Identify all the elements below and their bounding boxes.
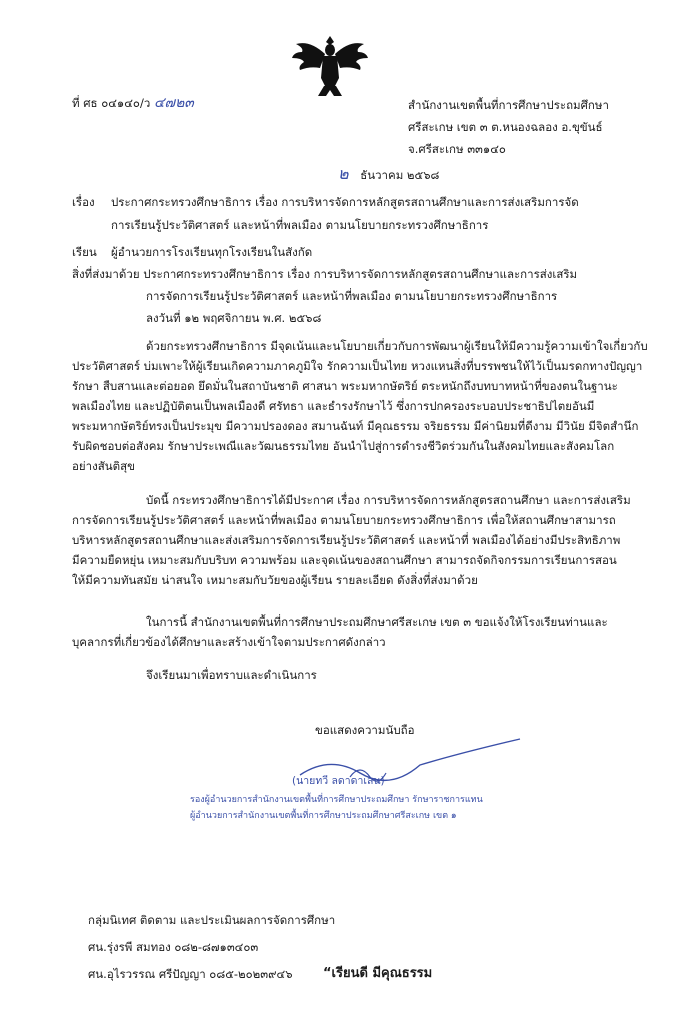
document-number: ที่ ศธ ๐๔๑๔๐/ว ๔๗๒๓ xyxy=(72,95,194,111)
regards: ขอแสดงความนับถือ xyxy=(315,723,415,737)
subject-line1: ประกาศกระทรวงศึกษาธิการ เรื่อง การบริหารจัดการหลักสูตรสถานศึกษาและการส่งเสริมการจัด xyxy=(111,195,579,209)
paragraph-line: พลเมืองไทย และปฏิบัติตนเป็นพลเมืองดี ศรัทธา และธำรงรักษาไว้ ซึ่งการปกครองระบอบประชาธิปไตยอันมี xyxy=(72,399,595,413)
letter-date xyxy=(338,166,439,183)
to-label: เรียน xyxy=(72,245,97,259)
paragraph-line: อย่างสันติสุข xyxy=(72,459,135,473)
paragraph-line: ประวัติศาสตร์ บ่มเพาะให้ผู้เรียนเกิดความภาคภูมิใจ รักความเป็นไทย หวงแหนสิ่งที่บรรพชนให้ไว้เป็นมรดกทางปัญญา xyxy=(72,359,643,373)
signer-name: (นายทวี ลดาดาเลน) xyxy=(292,775,385,787)
body-paragraph-2 xyxy=(72,490,631,590)
paragraph-line: ในการนี้ สำนักงานเขตพื้นที่การศึกษาประถมศึกษาศรีสะเกษ เขต ๓ ขอแจ้งให้โรงเรียนท่านและ xyxy=(146,615,608,629)
paragraph-line: มีความยืดหยุ่น เหมาะสมกับบริบท ความพร้อม และจุดเน้นของสถานศึกษา สามารถจัดกิจกรรมการเรียนการสอน xyxy=(72,553,617,567)
body-paragraph-3 xyxy=(72,612,617,652)
signer-title-line1: รองผู้อำนวยการสำนักงานเขตพื้นที่การศึกษาประถมศึกษา รักษาราชการแทน xyxy=(190,795,483,805)
paragraph-line: รักษา สืบสานและต่อยอด ยึดมั่นในสถาบันชาติ ศาสนา พระมหากษัตริย์ ตระหนักถึงบทบาทหน้าที่ของตนในฐานะ xyxy=(72,379,618,393)
garuda-emblem-icon xyxy=(290,30,370,100)
paragraph-line: พระมหากษัตริย์ทรงเป็นประมุข มีความปรองดอง สมานฉันท์ มีคุณธรรม จริยธรรม มีค่านิยมที่ดีงาม มีวินัย มีจิตสำนึก xyxy=(72,419,639,433)
signer-title-line2: ผู้อำนวยการสำนักงานเขตพื้นที่การศึกษาประถมศึกษาศรีสะเกษ เขต ๑ xyxy=(190,811,457,821)
handwritten-doc-number: ๔๗๒๓ xyxy=(153,95,194,111)
paragraph-line: การจัดการเรียนรู้ประวัติศาสตร์ และหน้าที่พลเมือง ตามนโยบายกระทรวงศึกษาธิการ เพื่อให้สถานศึกษาสามารถ xyxy=(72,513,616,527)
body-paragraph-1 xyxy=(72,336,648,476)
closing-sentence: จึงเรียนมาเพื่อทราบและดำเนินการ xyxy=(146,668,317,682)
date-month-year: ธันวาคม ๒๕๖๘ xyxy=(360,168,440,182)
sender-address-line1: สำนักงานเขตพื้นที่การศึกษาประถมศึกษา xyxy=(408,98,609,112)
handwritten-date-day: ๒ xyxy=(338,164,349,183)
paragraph-line: บุคลากรที่เกี่ยวข้องได้ศึกษาและสร้างเข้าใจตามประกาศดังกล่าว xyxy=(72,635,386,649)
footer-slogan: “เรียนดี มีคุณธรรม xyxy=(323,966,433,981)
paragraph-line: บัดนี้ กระทรวงศึกษาธิการได้มีประกาศ เรื่อง การบริหารจัดการหลักสูตรสถานศึกษา และการส่งเสริม xyxy=(146,493,631,507)
subject-line2: การเรียนรู้ประวัติศาสตร์ และหน้าที่พลเมือง ตามนโยบายกระทรวงศึกษาธิการ xyxy=(111,218,489,232)
enclosure-line1: สิ่งที่ส่งมาด้วย ประกาศกระทรวงศึกษาธิการ เรื่อง การบริหารจัดการหลักสูตรสถานศึกษาและการส่งเสริม xyxy=(72,267,578,281)
paragraph-line: บริหารหลักสูตรสถานศึกษาและส่งเสริมการจัดการเรียนรู้ประวัติศาสตร์ และหน้าที่ พลเมืองได้อย่างมีประสิทธิภาพ xyxy=(72,533,621,547)
enclosure-line2: การจัดการเรียนรู้ประวัติศาสตร์ และหน้าที่พลเมือง ตามนโยบายกระทรวงศึกษาธิการ xyxy=(146,289,558,303)
to-recipient: ผู้อำนวยการโรงเรียนทุกโรงเรียนในสังกัด xyxy=(111,245,313,259)
subject-label: เรื่อง xyxy=(72,195,95,209)
paragraph-line: รับผิดชอบต่อสังคม รักษาประเพณีและวัฒนธรรมไทย อันนำไปสู่การดำรงชีวิตร่วมกันในสังคมไทยและสังคมโลก xyxy=(72,439,615,453)
footer-contact-2: ศน.อุไรวรรณ ศรีปัญญา ๐๘๕-๒๐๒๓๙๔๖ xyxy=(88,967,293,981)
footer-contact-1: ศน.รุ่งรพี สมทอง ๐๘๒-๘๗๑๓๔๐๓ xyxy=(88,940,259,954)
paragraph-line: ให้มีความทันสมัย น่าสนใจ เหมาะสมกับวัยของผู้เรียน รายละเอียด ดังสิ่งที่ส่งมาด้วย xyxy=(72,573,478,587)
footer-department: กลุ่มนิเทศ ติดตาม และประเมินผลการจัดการศึกษา xyxy=(88,913,336,927)
sender-address-line2: ศรีสะเกษ เขต ๓ ต.หนองฉลอง อ.ขุขันธ์ xyxy=(408,120,603,134)
enclosure-line3: ลงวันที่ ๑๒ พฤศจิกายน พ.ศ. ๒๕๖๘ xyxy=(146,311,322,325)
sender-address-line3: จ.ศรีสะเกษ ๓๓๑๔๐ xyxy=(408,142,506,156)
paragraph-line: ด้วยกระทรวงศึกษาธิการ มีจุดเน้นและนโยบายเกี่ยวกับการพัฒนาผู้เรียนให้มีความรู้ความเข้าใจเกี่ยวกับ xyxy=(146,339,648,353)
